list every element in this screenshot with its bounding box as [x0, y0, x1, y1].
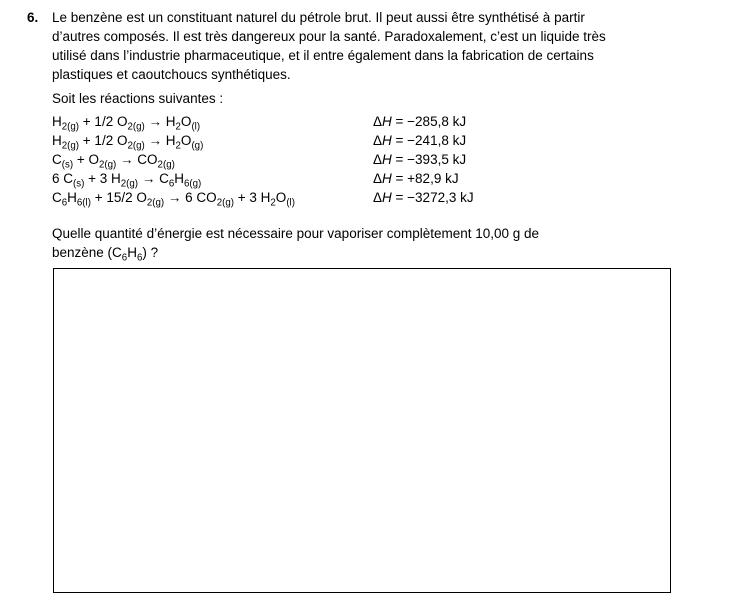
answer-box	[53, 268, 671, 593]
reaction-enthalpy: ΔH = +82,9 kJ	[373, 171, 459, 186]
reaction-row	[52, 131, 474, 150]
intro-line: Le benzène est un constituant naturel du pétrole brut. Il peut aussi être synthétisé à partir	[52, 10, 585, 25]
reactions-table	[52, 112, 474, 207]
reaction-equation: 6 $C_{(s)} + 3$ $H_{2(g)} \to C_6H_{6(g)}$	[52, 171, 202, 190]
reaction-equation: $H_{2(g)} + 1/2$ $O_{2(g)} \to H_2O_{(l)}$	[52, 114, 201, 133]
question-line: Quelle quantité d’énergie est nécessaire pour vaporiser complètement 10,00 g de	[52, 226, 540, 241]
reaction-row	[52, 150, 474, 169]
question	[52, 224, 677, 262]
problem-body	[52, 8, 677, 262]
question-line: benzène $(C_6H_6)$ ?	[52, 245, 159, 264]
reaction-enthalpy: ΔH = −285,8 kJ	[373, 114, 467, 129]
reactions-intro: Soit les réactions suivantes :	[52, 91, 224, 106]
reaction-equation: $H_{2(g)} + 1/2$ $O_{2(g)} \to H_2O_{(g)}$	[52, 133, 204, 152]
reaction-enthalpy: ΔH = −393,5 kJ	[373, 152, 467, 167]
reaction-enthalpy: ΔH = −3272,3 kJ	[373, 190, 474, 205]
reaction-equation: $C_6H_{6(l)} + 15/2$ $O_{2(g)} \to 6$ $CO_{2(g)} + 3$ $H_2O_{(l)}$	[52, 190, 295, 209]
problem-intro	[52, 8, 677, 84]
intro-line: d’autres composés. Il est très dangereux pour la santé. Paradoxalement, c’est un liquide très	[52, 29, 606, 44]
intro-line: plastiques et caoutchoucs synthétiques.	[52, 67, 291, 82]
reaction-row	[52, 112, 474, 131]
reaction-equation: $C_{(s)} + O_{2(g)} \to CO_{2(g)}$	[52, 152, 175, 171]
reaction-enthalpy: ΔH = −241,8 kJ	[373, 133, 467, 148]
problem-number: 6.	[27, 10, 39, 25]
problem-block	[27, 8, 677, 262]
intro-line: utilisé dans l’industrie pharmaceutique, et il entre également dans la fabrication de certains	[52, 48, 594, 63]
reaction-row	[52, 188, 474, 207]
reaction-row	[52, 169, 474, 188]
